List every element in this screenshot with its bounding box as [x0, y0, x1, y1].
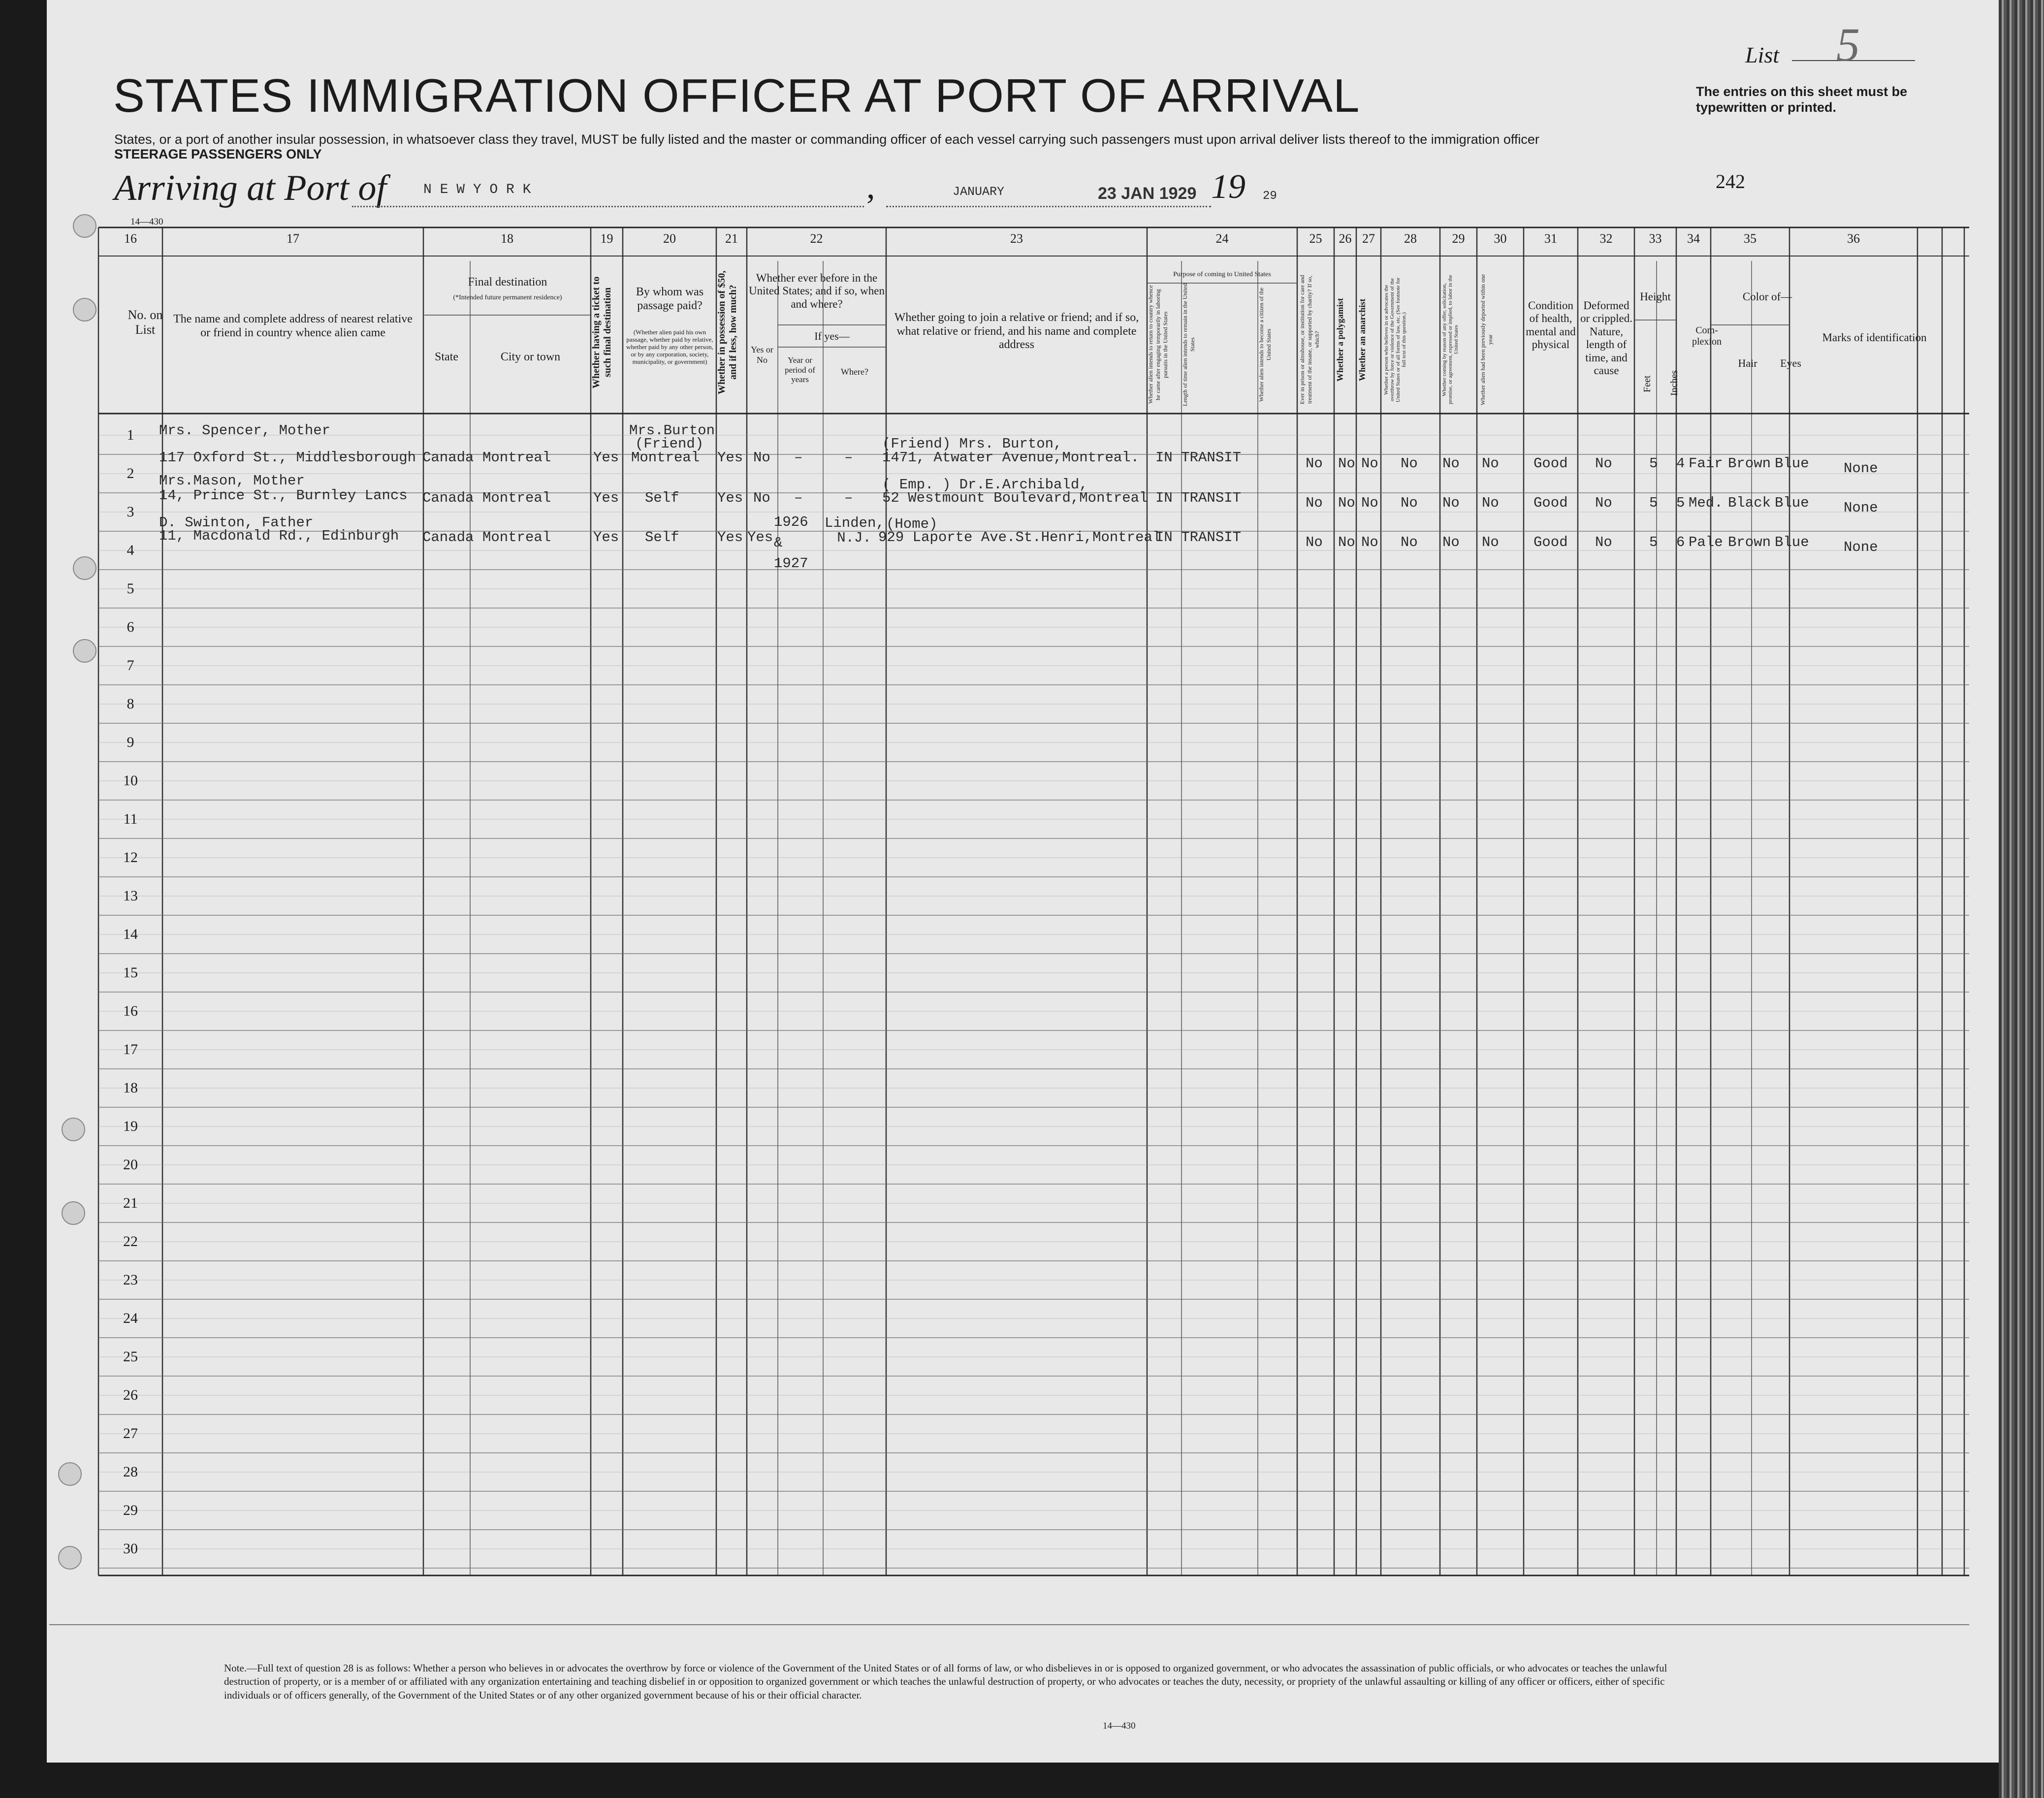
row-1-city: Montreal [482, 450, 551, 466]
col-num-26: 26 [1339, 231, 1352, 246]
col-num-22: 22 [810, 231, 823, 246]
row-1-join-address: 1471, Atwater Avenue,Montreal. [882, 450, 1140, 466]
row-3-join-address: 929 Laporte Ave.St.Henri,Montreal [878, 529, 1161, 546]
row-3-hair: Brown [1728, 534, 1771, 550]
row-number: 18 [123, 1080, 138, 1096]
row-2-join-name: ( Emp. ) Dr.E.Archibald, [882, 477, 1088, 493]
row-3-purpose: IN TRANSIT [1155, 529, 1242, 546]
list-number: 5 [1836, 18, 1860, 71]
row-2-eyes: Blue [1775, 495, 1809, 511]
row-2-city: Montreal [482, 490, 551, 506]
col-num-35: 35 [1744, 231, 1757, 246]
arriving-label: Arriving at Port of [114, 168, 386, 208]
row-number: 25 [123, 1348, 138, 1365]
col-num-33: 33 [1649, 231, 1662, 246]
header-state: State [435, 351, 458, 363]
row-1-relative-address: 117 Oxford St., Middlesborough [159, 450, 416, 466]
row-1-q30: No [1482, 455, 1499, 472]
header-fifty-dollars: Whether in possession of $50, and if less, how much? [716, 270, 738, 394]
row-3-prison: No [1306, 534, 1323, 550]
row-1-hair: Brown [1728, 455, 1771, 472]
col-num-30: 30 [1494, 231, 1507, 246]
row-1-inches: 4 [1676, 455, 1685, 472]
col-num-16: 16 [124, 231, 137, 246]
row-3-relative-name: D. Swinton, Father [159, 514, 314, 531]
header-question-29: Whether coming by reason of any offer, solicitation, promise, or agreement, expressed or implied, to labor in the United States [1441, 275, 1459, 405]
row-1-feet: 5 [1649, 455, 1658, 472]
year-suffix: 29 [1263, 190, 1277, 203]
header-where: Where? [841, 367, 868, 377]
row-3-q28: No [1401, 534, 1418, 550]
row-2-money: Yes [717, 490, 743, 506]
header-city: City or town [500, 351, 561, 363]
col-num-21: 21 [725, 231, 738, 246]
header-final-destination: Final destination [468, 276, 547, 289]
footnote-question-28: Note.—Full text of question 28 is as follows: Whether a person who believes in or advocates the overthrow by force or violence of the Government of the United States or of all forms of law, or who disbelieves in or is opposed to organized government, or who advocates the assassination of public officials, or who advocates or teaches the unlawful destruction of property, or is a member of or affiliated with any organization entertaining and teaching disbelief in or opposition to organized government or which teaches the unlawful destruction of property, or who advocates or teaches the duty, necessity, or propriety of the unlawful assaulting or killing of any officer or officers, either of specific individuals or of officers generally, of the Government of the United States or of any other organized government because of his or their official character. [224, 1662, 1667, 1701]
row-3-relative-address: 11, Macdonald Rd., Edinburgh [159, 528, 399, 544]
form-number: 14—430 [130, 217, 163, 227]
header-inches: Inches [1669, 370, 1680, 396]
col-num-27: 27 [1362, 231, 1375, 246]
row-2-deformed: No [1595, 495, 1612, 511]
row-2-polygamist: No [1338, 495, 1355, 511]
comma-1: , [866, 168, 875, 206]
row-2-where: – [844, 490, 853, 506]
page-subtitle: States, or a port of another insular possession, in whatsoever class they travel, MUST be fully listed and the master or commanding officer of each vessel carrying such passengers must upon arrival deliver lists thereof to the immigration officer [114, 132, 1539, 147]
row-3-health: Good [1533, 534, 1568, 550]
port-value: N E W Y O R K [423, 182, 531, 197]
row-number: 16 [123, 1003, 138, 1019]
row-3-inches: 6 [1676, 534, 1685, 550]
col-num-31: 31 [1544, 231, 1557, 246]
row-1-where: – [844, 450, 853, 466]
row-3-anarchist: No [1361, 534, 1378, 550]
row-number: 8 [127, 696, 134, 712]
col-num-20: 20 [663, 231, 676, 246]
row-number: 14 [123, 926, 138, 942]
col-num-36: 36 [1847, 231, 1860, 246]
row-1-anarchist: No [1361, 455, 1378, 472]
col-num-18: 18 [501, 231, 513, 246]
header-marks: Marks of identification [1822, 331, 1927, 344]
row-1-health: Good [1533, 455, 1568, 472]
header-health: Condition of health, mental and physical [1526, 299, 1576, 351]
row-number: 28 [123, 1464, 138, 1480]
row-2-paid-by: Self [645, 490, 679, 506]
row-number: 10 [123, 772, 138, 789]
list-label: List [1745, 42, 1780, 67]
row-3-complexion: Pale [1689, 534, 1723, 550]
col-num-34: 34 [1687, 231, 1700, 246]
row-1-period: – [794, 450, 803, 466]
row-1-state: Canada [422, 450, 474, 466]
row-1-prison: No [1306, 455, 1323, 472]
row-3-deformed: No [1595, 534, 1612, 550]
steerage-label: STEERAGE PASSENGERS ONLY [114, 147, 322, 161]
row-1-q29: No [1442, 455, 1460, 472]
header-before-in-us: Whether ever before in the United States; and if so, when and where? [749, 272, 885, 310]
row-2-before: No [753, 490, 770, 506]
row-3-before: Yes [747, 529, 773, 546]
row-3-join-name: (Home) [886, 516, 938, 532]
row-number: 29 [123, 1502, 138, 1518]
row-1-eyes: Blue [1775, 455, 1809, 472]
header-nearest-relative: The name and complete address of nearest relative or friend in country whence alien came [173, 313, 413, 339]
header-deported: Whether alien had been previously deported within one year [1479, 274, 1494, 406]
row-number: 1 [127, 427, 134, 443]
row-number: 26 [123, 1387, 138, 1403]
row-1-paid-by: Mrs.Burton [629, 422, 715, 439]
row-3-feet: 5 [1649, 534, 1658, 550]
header-question-28: Whether a person who believes in or advocates the overthrow by force or violence of the Government of the United States or of all forms of law, etc. (See footnote for full text of this question.) [1383, 277, 1407, 402]
row-number: 4 [127, 542, 134, 558]
row-2-q29: No [1442, 495, 1460, 511]
row-number: 7 [127, 657, 134, 674]
row-number: 2 [127, 465, 134, 482]
header-color-of: Color of— [1742, 290, 1792, 303]
header-complexion: Com-plexion [1692, 325, 1722, 347]
header-deformed: Deformed or crippled. Nature, length of time, and cause [1580, 299, 1632, 377]
header-purpose: Purpose of coming to United States [1173, 271, 1271, 278]
row-number: 3 [127, 504, 134, 520]
row-3-paid-by: Self [645, 529, 679, 546]
row-3-ticket: Yes [593, 529, 619, 546]
row-3-money: Yes [717, 529, 743, 546]
row-2-period: – [794, 490, 803, 506]
row-number: 17 [123, 1041, 138, 1058]
row-2-q30: No [1482, 495, 1499, 511]
col-num-29: 29 [1452, 231, 1465, 246]
col-num-32: 32 [1599, 231, 1613, 246]
header-if-yes: If yes— [814, 330, 850, 342]
row-number: 27 [123, 1425, 138, 1442]
row-number: 5 [127, 580, 134, 597]
row-1-paid-by-relation: (Friend) [635, 436, 704, 452]
row-3-polygamist: No [1338, 534, 1355, 550]
row-number: 20 [123, 1156, 138, 1173]
typewritten-instruction: The entries on this sheet must be typewritten or printed. [1696, 84, 1908, 115]
header-eyes: Eyes [1780, 357, 1801, 369]
header-final-destination-note: (*Intended future permanent residence) [453, 294, 562, 301]
row-2-anarchist: No [1361, 495, 1378, 511]
col-num-17: 17 [287, 231, 299, 246]
row-2-state: Canada [422, 490, 474, 506]
row-1-join-name: (Friend) Mrs. Burton, [882, 436, 1062, 452]
header-purpose-return: Whether alien intends to return to country whence he came after engaging temporarily in laboring pursuits in the United States [1147, 285, 1169, 404]
sheet-number: 242 [1716, 170, 1745, 193]
header-anarchist: Whether an anarchist [1357, 298, 1367, 381]
row-3-where: Linden, N.J. [825, 515, 885, 546]
header-passage-paid-note: (Whether alien paid his own passage, whether paid by relative, whether paid by any other person, or by any corporation, society, municipality, or government) [626, 328, 713, 365]
header-ticket: Whether having a ticket to such final destination [591, 276, 613, 388]
row-2-health: Good [1533, 495, 1568, 511]
row-1-deformed: No [1595, 455, 1612, 472]
row-1-ticket: Yes [593, 450, 619, 466]
row-number: 22 [123, 1233, 138, 1250]
row-2-hair: Black [1728, 495, 1771, 511]
header-hair: Hair [1738, 357, 1757, 369]
row-3-state: Canada [422, 529, 474, 546]
row-3-q29: No [1442, 534, 1460, 550]
header-purpose-citizen: Whether alien intends to become a citizen of the United States [1258, 288, 1272, 402]
row-1-polygamist: No [1338, 455, 1355, 472]
page-title: STATES IMMIGRATION OFFICER AT PORT OF ARRIVAL [113, 69, 1360, 122]
row-1-money: Yes [717, 450, 743, 466]
row-2-prison: No [1306, 495, 1323, 511]
row-2-inches: 5 [1676, 495, 1685, 511]
row-number: 13 [123, 888, 138, 904]
row-number: 11 [123, 811, 138, 827]
row-1-paid-by-city: Montreal [631, 450, 700, 466]
row-2-purpose: IN TRANSIT [1155, 490, 1242, 506]
row-number: 23 [123, 1272, 138, 1288]
row-number: 24 [123, 1310, 138, 1326]
row-3-q30: No [1482, 534, 1499, 550]
header-going-to-join: Whether going to join a relative or friend; and if so, what relative or friend, and his name and complete address [894, 311, 1139, 352]
row-2-join-address: 52 Westmount Boulevard,Montreal [882, 490, 1148, 506]
header-height: Height [1640, 290, 1671, 303]
row-number: 15 [123, 964, 138, 981]
row-2-ticket: Yes [593, 490, 619, 506]
header-feet: Feet [1642, 375, 1653, 393]
date-stamp: 23 JAN 1929 [1098, 184, 1197, 203]
header-passage-paid: By whom was passage paid? [636, 286, 704, 312]
row-1-relative-name: Mrs. Spencer, Mother [159, 422, 331, 439]
row-2-relative-name: Mrs.Mason, Mother [159, 473, 305, 489]
header-yes-or-no: Yes or No [751, 345, 773, 365]
row-3-city: Montreal [482, 529, 551, 546]
year-prefix: 19 [1211, 168, 1246, 206]
row-1-before: No [753, 450, 770, 466]
row-number: 30 [123, 1541, 138, 1557]
col-num-23: 23 [1010, 231, 1023, 246]
footer-form-number: 14—430 [1103, 1721, 1136, 1731]
col-num-25: 25 [1309, 231, 1322, 246]
month-value: JANUARY [953, 185, 1005, 199]
row-2-complexion: Med. [1689, 495, 1723, 511]
header-prison: Ever in prison or almshouse, or institution for care and treatment of the insane, or supported by charity? If so, which? [1299, 275, 1320, 405]
col-num-19: 19 [600, 231, 613, 246]
row-2-q28: No [1401, 495, 1418, 511]
col-num-28: 28 [1404, 231, 1417, 246]
row-1-q28: No [1401, 455, 1418, 472]
header-year-period: Year or period of years [785, 355, 815, 385]
header-polygamist: Whether a polygamist [1335, 298, 1345, 382]
header-no-on-list: No. on List [128, 308, 163, 337]
row-number: 9 [127, 734, 134, 750]
row-3-marks: None [1844, 539, 1878, 555]
row-2-relative-address: 14, Prince St., Burnley Lancs [159, 487, 408, 504]
row-number: 12 [123, 849, 138, 866]
row-1-complexion: Fair [1689, 455, 1723, 472]
row-number: 21 [123, 1195, 138, 1211]
row-3-eyes: Blue [1775, 534, 1809, 550]
col-num-24: 24 [1215, 231, 1229, 246]
row-3-period: 1926 & 1927 [774, 514, 808, 572]
row-number: 6 [127, 619, 134, 635]
row-2-marks: None [1844, 500, 1878, 516]
row-number: 19 [123, 1118, 138, 1134]
header-purpose-length: Length of time alien intends to remain in the United States [1182, 283, 1196, 406]
row-1-marks: None [1844, 460, 1878, 477]
row-2-feet: 5 [1649, 495, 1658, 511]
row-1-purpose: IN TRANSIT [1155, 450, 1242, 466]
